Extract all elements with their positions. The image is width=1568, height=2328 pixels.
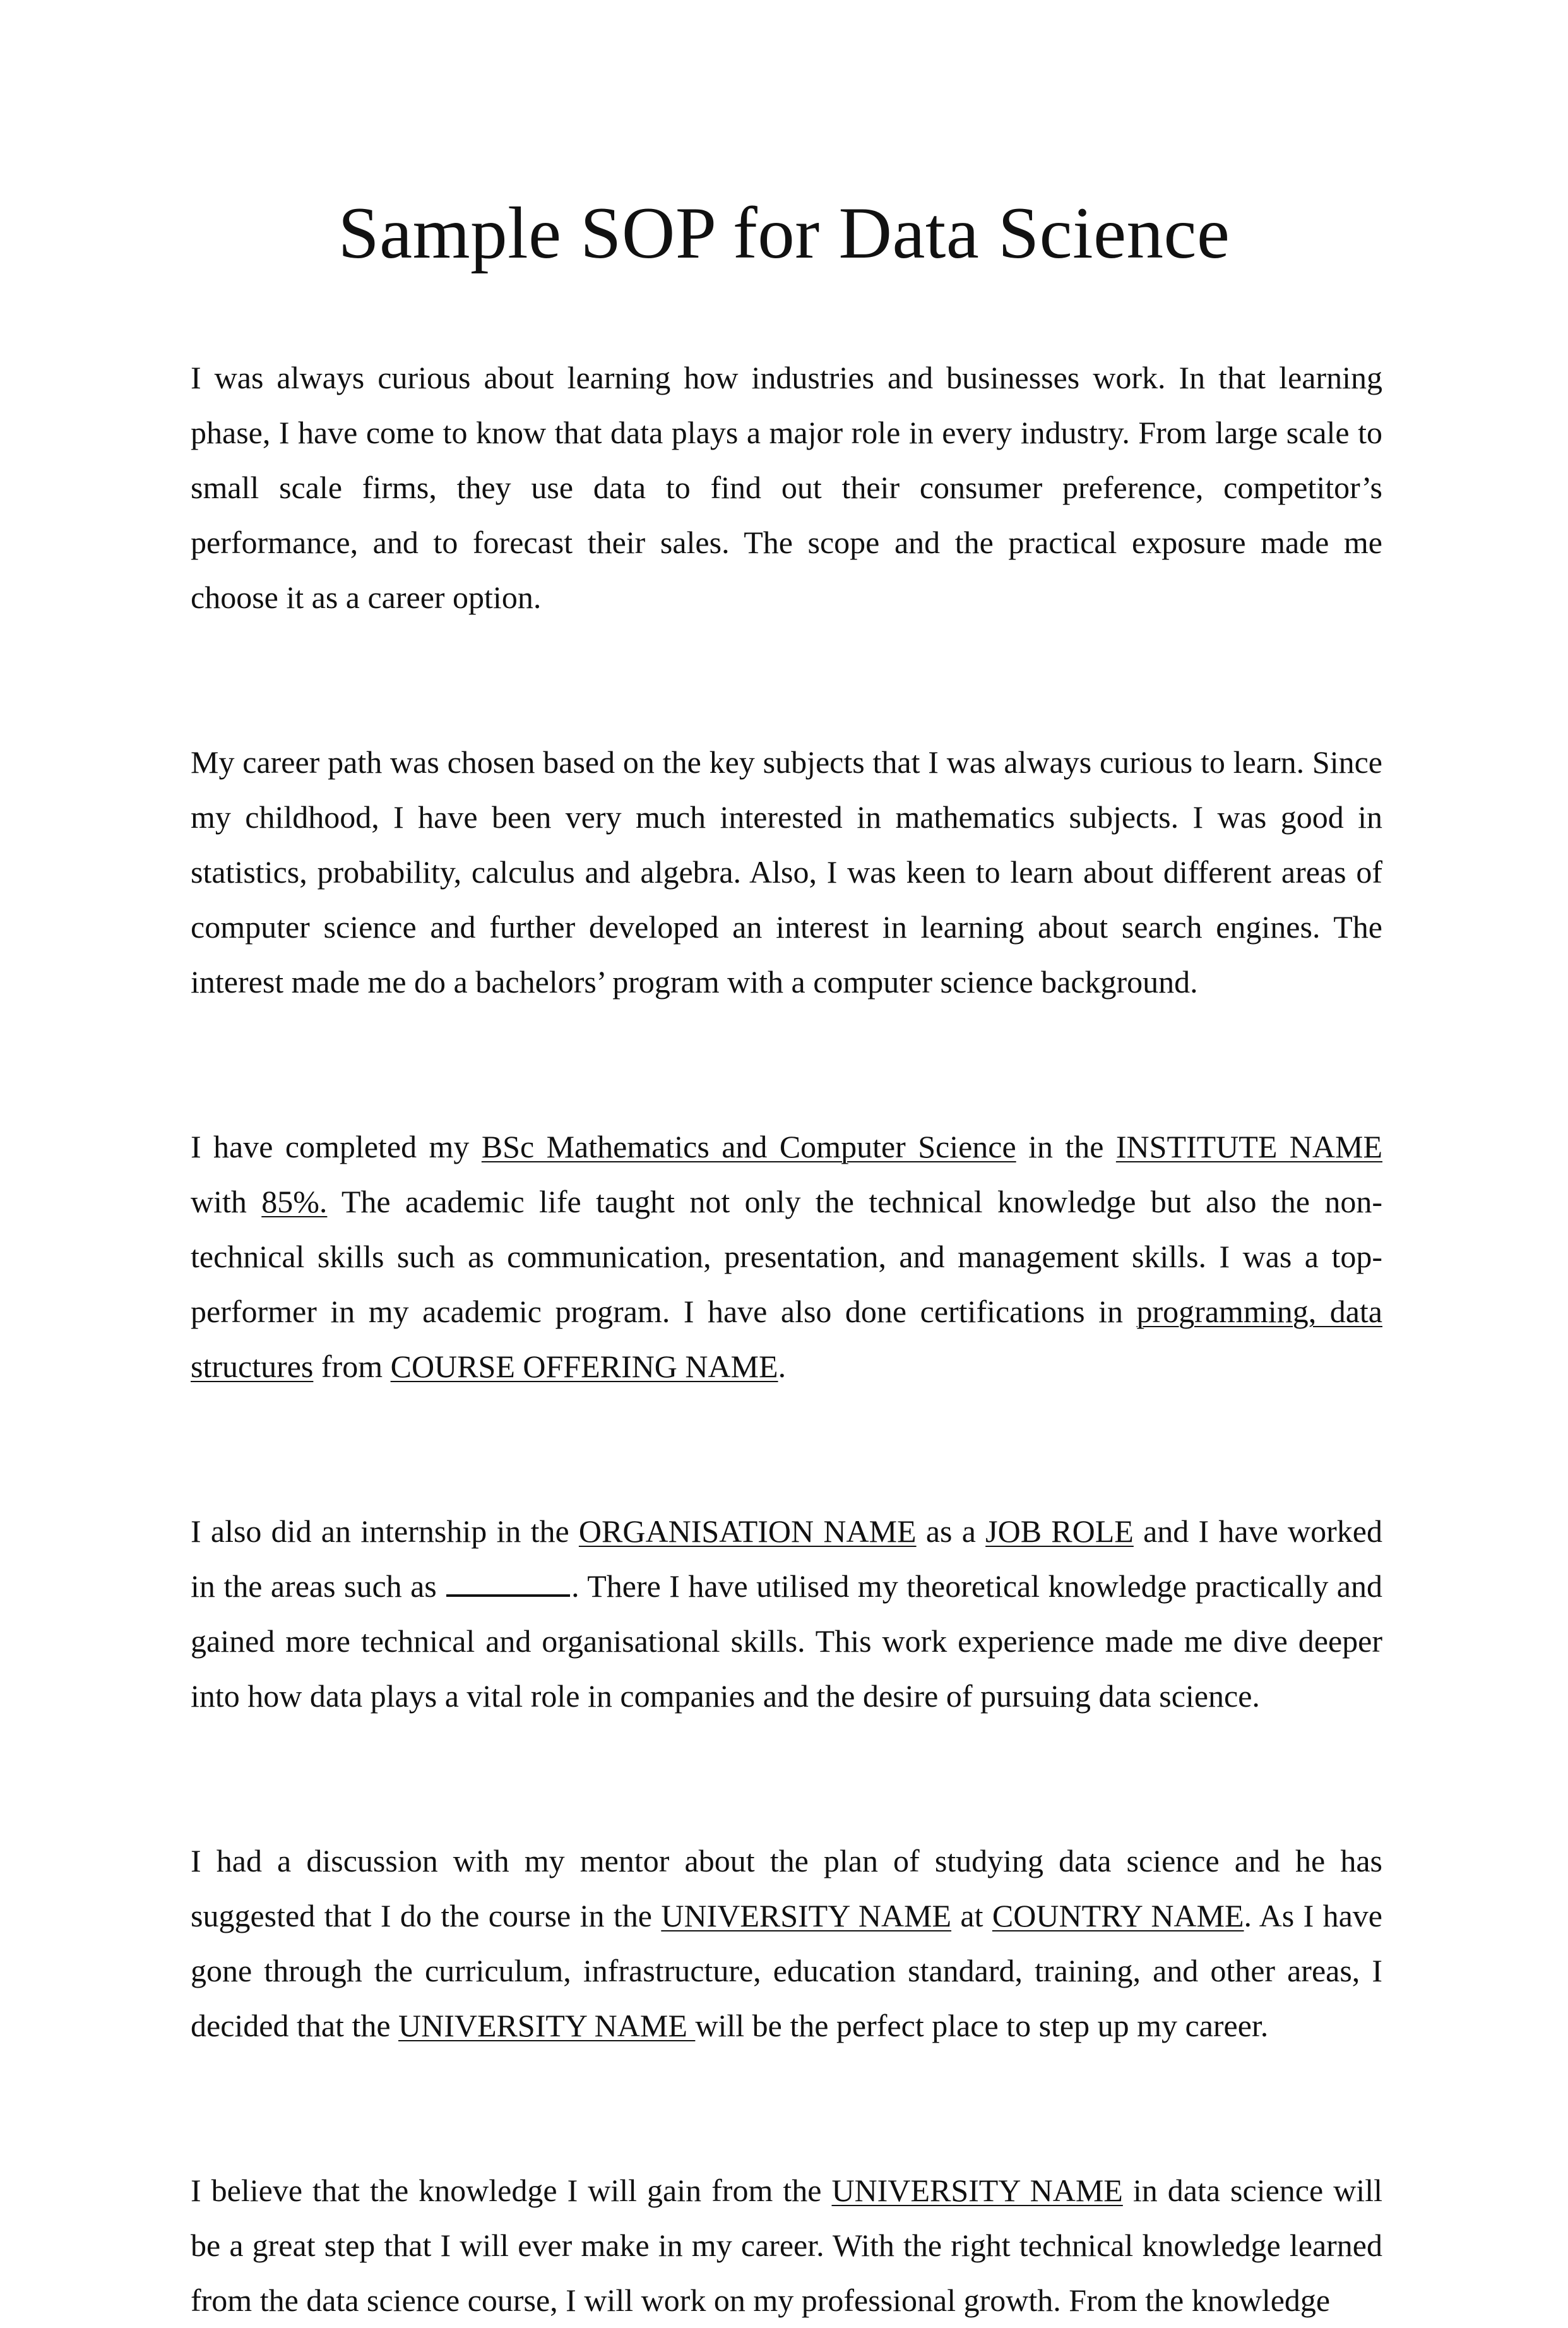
placeholder-underlined-text: UNIVERSITY NAME	[831, 2173, 1123, 2208]
paragraph-text: will be the perfect place to step up my career.	[695, 2008, 1269, 2043]
paragraph-text: in data science will be a great step that I will ever make in my career. With the right technical knowledge learned from the data science course, I will work on my professional growth. From the knowledge	[191, 2173, 1382, 2318]
paragraph-text: and I have worked in the areas such as	[191, 1513, 1382, 1604]
paragraph-text: I have completed my	[191, 1129, 482, 1164]
paragraph-text: at	[951, 1898, 992, 1933]
paragraph-text: from	[313, 1349, 391, 1384]
placeholder-underlined-text: COUNTRY NAME	[992, 1898, 1244, 1933]
paragraph-text: with	[191, 1184, 262, 1219]
paragraph-text: . As I have gone through the curriculum, infrastructure, education standard, training, and other areas, I decided that the	[191, 1898, 1383, 2043]
paragraph	[191, 1119, 1382, 1394]
paragraph-text: The academic life taught not only the technical knowledge but also the non-technical skills such as communication, presentation, and management skills. I was a top-performer in my academic program. I have also done certifications in	[191, 1184, 1382, 1329]
document-body	[191, 350, 1382, 2328]
placeholder-underlined-text: COURSE OFFERING NAME	[390, 1349, 778, 1384]
placeholder-underlined-text: INSTITUTE NAME	[1115, 1129, 1382, 1164]
document-title: Sample SOP for Data Science	[338, 193, 1230, 274]
paragraph	[191, 2163, 1382, 2328]
paragraph-text: as a	[916, 1513, 986, 1549]
paragraph-text: .	[778, 1349, 787, 1384]
placeholder-underlined-text: JOB ROLE	[985, 1513, 1134, 1549]
paragraph	[191, 1834, 1382, 2053]
paragraph-text: . There I have utilised my theoretical knowledge practically and gained more technical and organisational skills. This work experience made me dive deeper into how data plays a vital role in companies and the desire of pursuing data science.	[191, 1568, 1382, 1714]
placeholder-underlined-text: programming, data structures	[191, 1294, 1382, 1384]
paragraph-text: I believe that the knowledge I will gain from the	[191, 2173, 832, 2208]
fill-in-blank	[446, 1567, 570, 1597]
placeholder-underlined-text: ORGANISATION NAME	[578, 1513, 917, 1549]
placeholder-underlined-text: 85%.	[261, 1184, 328, 1219]
placeholder-underlined-text: BSc Mathematics and Computer Science	[481, 1129, 1016, 1164]
paragraph-text: I was always curious about learning how industries and businesses work. In that learning phase, I have come to know that data plays a major role in every industry. From large scale to small scale firms, they use data to find out their consumer preference, competitor’s performance, and to forecast their sales. The scope and the practical exposure made me choose it as a career option.	[191, 360, 1382, 615]
paragraph	[191, 735, 1382, 1010]
paragraph-text: in the	[1016, 1129, 1116, 1164]
paragraph-text: I also did an internship in the	[191, 1513, 579, 1549]
paragraph	[191, 1504, 1382, 1724]
paragraph-text: My career path was chosen based on the key subjects that I was always curious to learn. Since my childhood, I have been very much interested in mathematics subjects. I was good in statistics, probability, calculus and algebra. Also, I was keen to learn about different areas of computer science and further developed an interest in learning about search engines. The interest made me do a bachelors’ program with a computer science background.	[191, 744, 1382, 1000]
placeholder-underlined-text: UNIVERSITY NAME	[398, 2008, 696, 2043]
paragraph-text: I had a discussion with my mentor about the plan of studying data science and he has suggested that I do the course in the	[191, 1843, 1382, 1933]
placeholder-underlined-text: UNIVERSITY NAME	[661, 1898, 952, 1933]
paragraph	[191, 350, 1382, 625]
